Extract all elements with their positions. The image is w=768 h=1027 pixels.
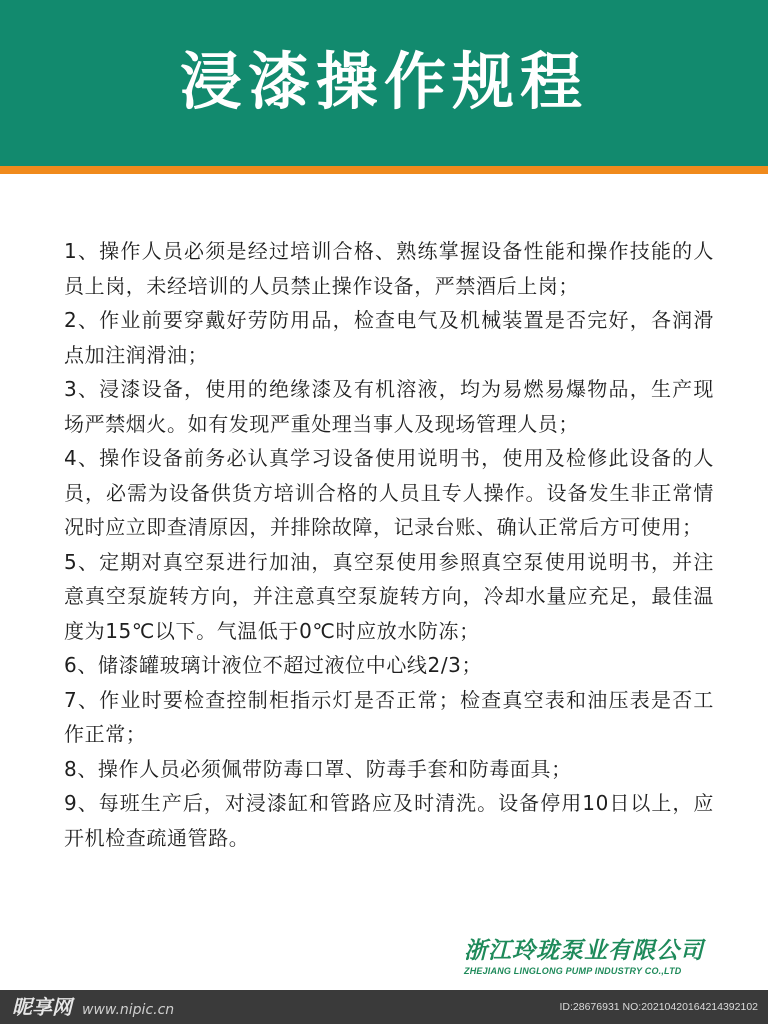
rule-item-8: 8、操作人员必须佩带防毒口罩、防毒手套和防毒面具； bbox=[64, 756, 572, 781]
rule-item-2: 2、作业前要穿戴好劳防用品，检查电气及机械装置是否完好，各润滑点加注润滑油； bbox=[64, 308, 714, 367]
watermark-text: 昵享网 bbox=[12, 995, 72, 1019]
rule-item-3: 3、浸漆设备，使用的绝缘漆及有机溶液，均为易燃易爆物品，生产现场严禁烟火。如有发现严重处理当事人及现场管理人员； bbox=[64, 377, 714, 436]
rules-list bbox=[64, 234, 714, 855]
rule-item-7: 7、作业时要检查控制柜指示灯是否正常；检查真空表和油压表是否工作正常； bbox=[64, 687, 714, 746]
watermark-url: www.nipic.cn bbox=[82, 1002, 175, 1018]
rule-item-9: 9、每班生产后，对浸漆缸和管路应及时清洗。设备停用10日以上，应开机检查疏通管路。 bbox=[64, 791, 714, 850]
rule-item-6: 6、储漆罐玻璃计液位不超过液位中心线2/3； bbox=[64, 653, 483, 677]
image-id-label: ID:28676931 NO:20210420164214392102 bbox=[559, 1001, 758, 1013]
rule-item-1: 1、操作人员必须是经过培训合格、熟练掌握设备性能和操作技能的人员上岗，未经培训的人员禁止操作设备，严禁酒后上岗； bbox=[64, 239, 714, 298]
company-name-cn: 浙江玲珑泵业有限公司 bbox=[464, 937, 704, 964]
watermark-logo bbox=[12, 990, 174, 1024]
rule-item-4: 4、操作设备前务必认真学习设备使用说明书，使用及检修此设备的人员，必需为设备供货方培训合格的人员且专人操作。设备发生非正常情况时应立即查清原因，并排除故障，记录台账、确认正常后方可使用； bbox=[64, 446, 714, 539]
page-title: 浸漆操作规程 bbox=[179, 44, 588, 118]
company-signature bbox=[464, 932, 704, 976]
rule-item-5: 5、定期对真空泵进行加油，真空泵使用参照真空泵使用说明书，并注意真空泵旋转方向，并注意真空泵旋转方向，冷却水量应充足，最佳温度为15℃以下。气温低于0℃时应放水防冻； bbox=[64, 549, 714, 643]
company-name-en: ZHEJIANG LINGLONG PUMP INDUSTRY CO.,LTD bbox=[464, 966, 682, 976]
header-banner bbox=[0, 0, 768, 166]
orange-divider-stripe bbox=[0, 166, 768, 174]
